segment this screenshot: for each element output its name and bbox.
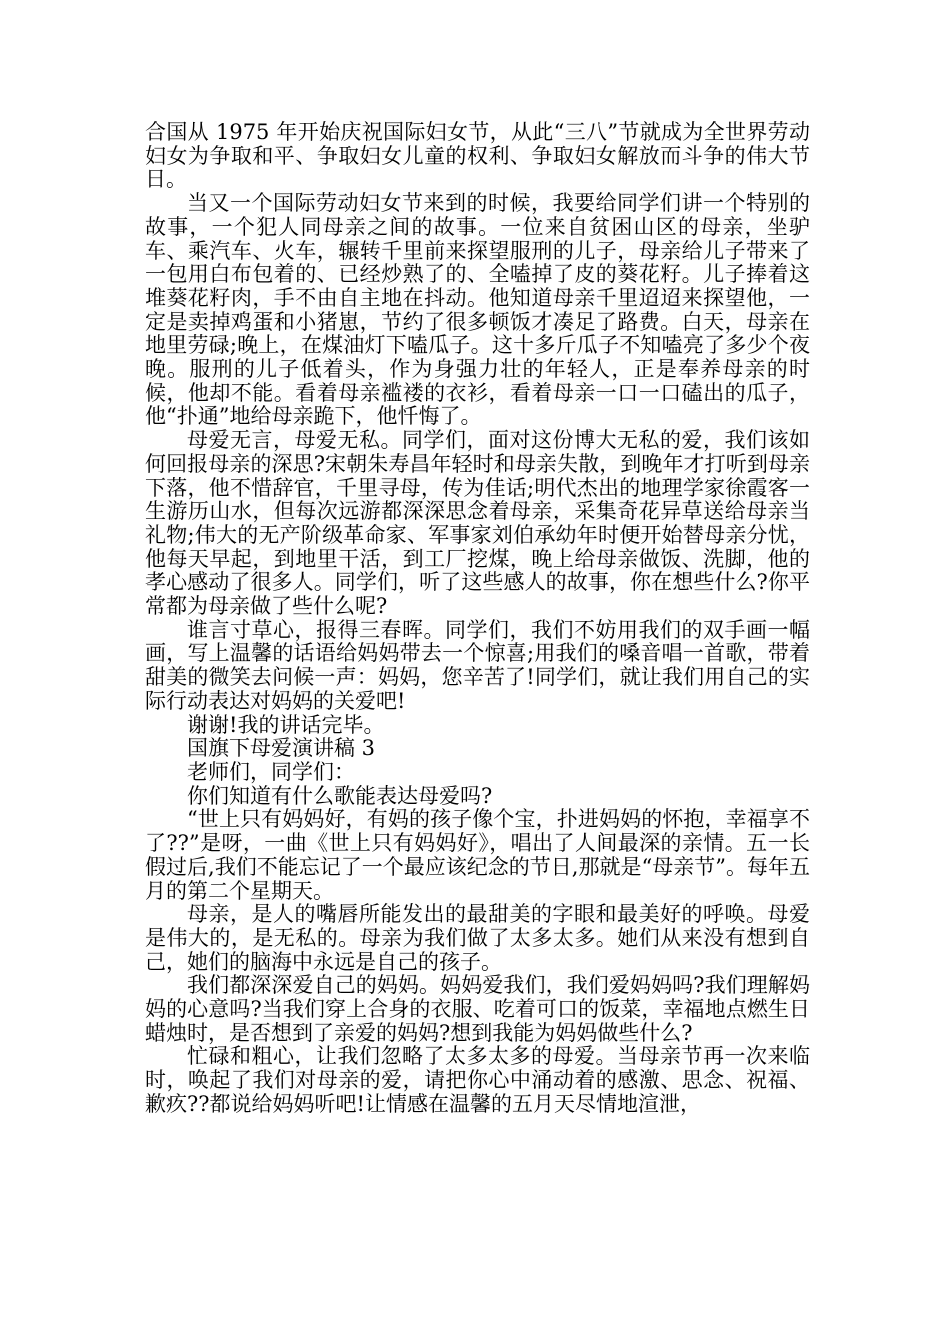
paragraph-song: “世上只有妈妈好，有妈的孩子像个宝，扑进妈妈的怀抱，幸福享不了??”是呀，一曲《世上只有妈妈好》，唱出了人间最深的亲情。五一长假过后,我们不能忘记了一个最应该纪念的节日,那就是“母亲节”。每年五月的第二个星期天。 [145, 807, 810, 903]
paragraph-question: 你们知道有什么歌能表达母爱吗? [187, 783, 493, 808]
paragraph-love-mom: 我们都深深爱自己的妈妈。妈妈爱我们，我们爱妈妈吗?我们理解妈妈的心意吗?当我们穿上合身的衣服、吃着可口的饭菜，幸福地点燃生日蜡烛时，是否想到了亲爱的妈妈?想到我能为妈妈做些什么? [145, 973, 810, 1045]
paragraph-salutation: 老师们，同学们： [187, 759, 355, 784]
paragraph-busy-careless: 忙碌和粗心，让我们忽略了太多太多的母爱。当母亲节再一次来临时，唤起了我们对母亲的爱，请把你心中涌动着的感激、思念、祝福、歉疚??都说给妈妈听吧!让情感在温馨的五月天尽情地渲泄， [145, 1044, 810, 1116]
paragraph-continuation: 合国从 1975 年开始庆祝国际妇女节，从此“三八”节就成为全世界劳动妇女为争取和平、争取妇女儿童的权利、争取妇女解放而斗争的伟大节日。 [145, 120, 810, 192]
document-body [145, 121, 810, 1117]
paragraph-mother-definition: 母亲，是人的嘴唇所能发出的最甜美的字眼和最美好的呼唤。母爱是伟大的，是无私的。母亲为我们做了太多太多。她们从来没有想到自己，她们的脑海中永远是自己的孩子。 [145, 902, 810, 974]
paragraph-prisoner-story: 当又一个国际劳动妇女节来到的时候，我要给同学们讲一个特别的故事，一个犯人同母亲之间的故事。一位来自贫困山区的母亲，坐驴车、乘汽车、火车，辗转千里前来探望服刑的儿子，母亲给儿子带来了一包用白布包着的、已经炒熟了的、全嗑掉了皮的葵花籽。儿子捧着这堆葵花籽肉，手不由自主地在抖动。他知道母亲千里迢迢来探望他，一定是卖掉鸡蛋和小猪崽，节约了很多顿饭才凑足了路费。白天，母亲在地里劳碌;晚上，在煤油灯下嗑瓜子。这十多斤瓜子不知嗑亮了多少个夜晚。服刑的儿子低着头，作为身强力壮的年轻人，正是奉养母亲的时候，他却不能。看着母亲褴褛的衣衫，看着母亲一口一口磕出的瓜子，他“扑通”地给母亲跪下，他忏悔了。 [145, 191, 810, 429]
paragraph-silent-love: 母爱无言，母爱无私。同学们，面对这份博大无私的爱，我们该如何回报母亲的深思?宋朝朱寿昌年轻时和母亲失散，到晚年才打听到母亲下落，他不惜辞官，千里寻母，传为佳话;明代杰出的地理学家徐霞客一生游历山水，但每次远游都深深思念着母亲，采集奇花异草送给母亲当礼物;伟大的无产阶级革命家、军事家刘伯承幼年时便开始替母亲分忧，他每天早起，到地里干活，到工厂挖煤，晚上给母亲做饭、洗脚，他的孝心感动了很多人。同学们，听了这些感人的故事，你在想些什么?你平常都为母亲做了些什么呢? [145, 428, 810, 619]
paragraph-closing: 谢谢!我的讲话完毕。 [187, 712, 385, 737]
section-heading: 国旗下母爱演讲稿 3 [187, 736, 376, 761]
paragraph-call-to-action: 谁言寸草心，报得三春晖。同学们，我们不妨用我们的双手画一幅画，写上温馨的话语给妈妈带去一个惊喜;用我们的嗓音唱一首歌，带着甜美的微笑去问候一声：妈妈，您辛苦了!同学们，就让我们用自己的实际行动表达对妈妈的关爱吧! [145, 617, 810, 713]
